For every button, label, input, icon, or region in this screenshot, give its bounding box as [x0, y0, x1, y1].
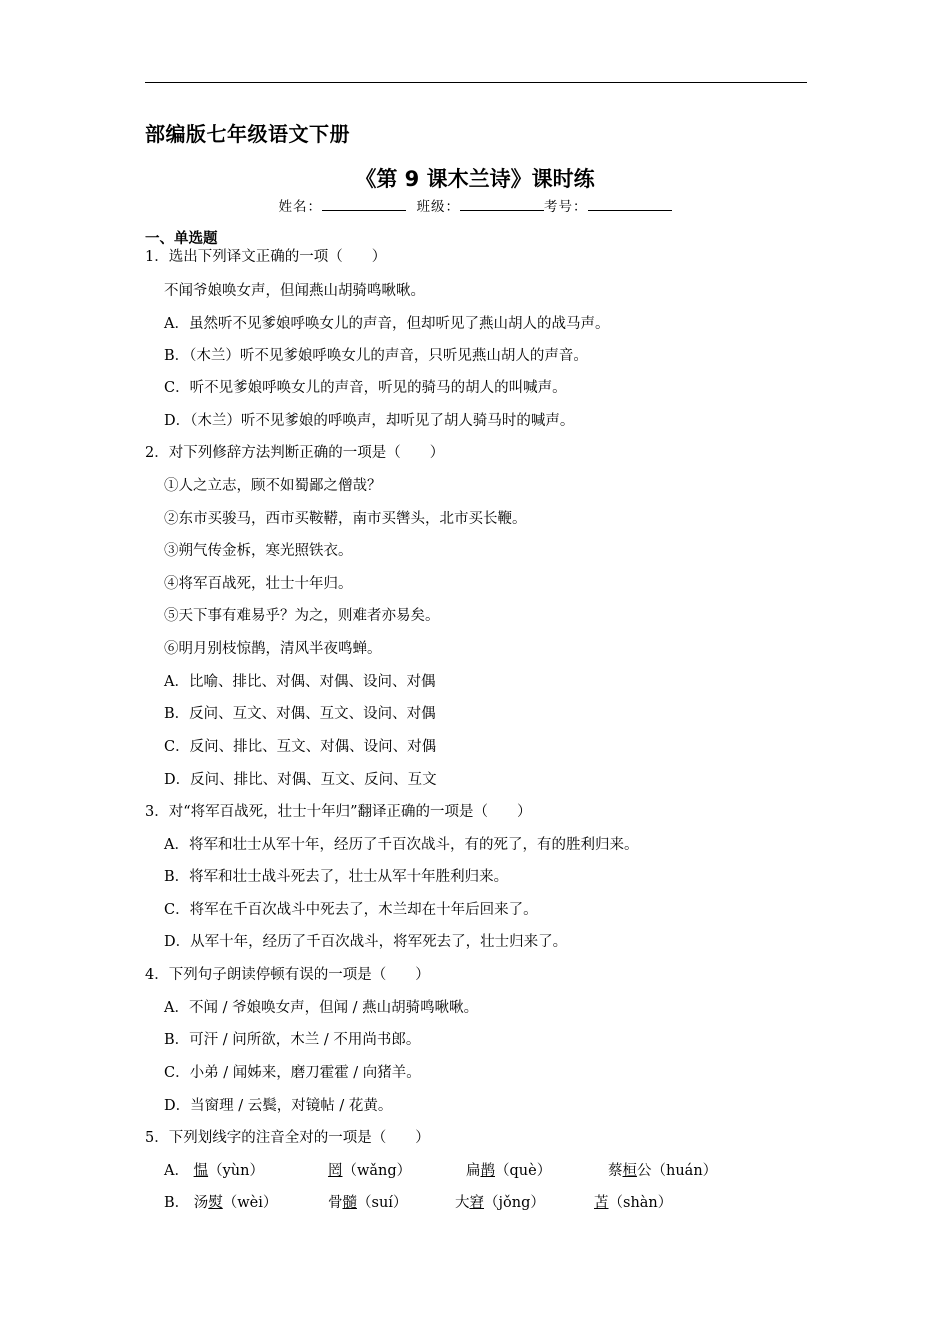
underlined-char: 苫: [594, 1195, 609, 1211]
pinyin: （wèi）: [222, 1195, 278, 1211]
lesson-title: 《第 9 课木兰诗》课时练: [355, 167, 595, 191]
underlined-char: 窘: [469, 1195, 484, 1211]
question-2-stem: 2．对下列修辞方法判断正确的一项是（ ）: [145, 445, 445, 461]
name-label: 姓名：: [278, 199, 322, 215]
plain-char: 汤: [193, 1195, 209, 1211]
underlined-char: 愠: [193, 1163, 209, 1179]
question-1-option-a[interactable]: A．虽然听不见爹娘呼唤女儿的声音，但却听见了燕山胡人的战马声。: [164, 316, 610, 332]
question-2-option-d[interactable]: D．反问、排比、对偶、互文、反问、互文: [164, 772, 437, 788]
pinyin: （què）: [495, 1163, 552, 1179]
question-2-option-a[interactable]: A．比喻、排比、对偶、对偶、设问、对偶: [164, 674, 436, 690]
plain-char: 蔡: [608, 1163, 623, 1179]
question-3-option-d[interactable]: D．从军十年，经历了千百次战斗，将军死去了，壮士归来了。: [164, 934, 568, 950]
question-2-item: ⑤天下事有难易乎？为之，则难者亦易矣。: [164, 608, 440, 624]
exam-blank[interactable]: [588, 198, 672, 211]
pinyin: （suí）: [357, 1195, 408, 1211]
pinyin: （jǒng）: [484, 1195, 545, 1211]
question-4-option-d[interactable]: D．当窗理 / 云鬓，对镜帖 / 花黄。: [164, 1098, 393, 1114]
question-4-stem: 4．下列句子朗读停顿有误的一项是（ ）: [145, 967, 430, 983]
question-4-option-a[interactable]: A．不闻 / 爷娘唤女声，但闻 / 燕山胡骑鸣啾啾。: [164, 1000, 479, 1016]
question-2-option-b[interactable]: B．反问、互文、对偶、互文、设问、对偶: [164, 706, 436, 722]
question-5-option-a[interactable]: [164, 1161, 264, 1181]
underlined-char: 鹊: [480, 1163, 495, 1179]
underlined-char: 熨: [208, 1195, 223, 1211]
plain-char: 骨: [328, 1195, 343, 1211]
question-3-option-a[interactable]: A．将军和壮士从军十年，经历了千百次战斗，有的死了，有的胜利归来。: [164, 837, 639, 853]
question-5-option-a-word-3: [466, 1161, 551, 1181]
option-label: B．: [164, 1195, 190, 1211]
question-2-item: ④将军百战死，壮士十年归。: [164, 576, 353, 592]
exam-label: 考号：: [544, 199, 588, 215]
question-2-item: ③朔气传金柝，寒光照铁衣。: [164, 543, 353, 559]
header-rule: [145, 82, 807, 83]
question-5-option-b-word-2: [328, 1193, 407, 1213]
name-blank[interactable]: [322, 198, 406, 211]
question-4-option-b[interactable]: B．可汗 / 问所欲，木兰 / 不用尚书郎。: [164, 1032, 421, 1048]
question-5-option-b-word-4: [594, 1193, 672, 1213]
pinyin: （wǎng）: [342, 1163, 412, 1179]
question-5-option-b-word-3: [455, 1193, 545, 1213]
pinyin: （yùn）: [208, 1163, 264, 1179]
book-title: 部编版七年级语文下册: [145, 122, 350, 146]
plain-char: 公: [637, 1163, 652, 1179]
pinyin: （shàn）: [608, 1195, 673, 1211]
question-1-option-d[interactable]: D．（木兰）听不见爹娘的呼唤声，却听见了胡人骑马时的喊声。: [164, 413, 575, 429]
student-info: [0, 195, 950, 215]
question-1-quote: 不闻爷娘唤女声，但闻燕山胡骑鸣啾啾。: [164, 283, 425, 299]
question-3-stem: 3．对“将军百战死，壮士十年归”翻译正确的一项是（ ）: [145, 804, 532, 820]
question-3-option-c[interactable]: C．将军在千百次战斗中死去了，木兰却在十年后回来了。: [164, 902, 538, 918]
question-5-option-a-word-2: [328, 1161, 411, 1181]
question-2-item: ②东市买骏马，西市买鞍鞯，南市买辔头，北市买长鞭。: [164, 511, 527, 527]
section-heading: 一、单选题: [145, 231, 218, 247]
question-2-item: ⑥明月别枝惊鹊，清风半夜鸣蝉。: [164, 641, 382, 657]
pinyin: （huán）: [651, 1163, 718, 1179]
question-4-option-c[interactable]: C．小弟 / 闻姊来，磨刀霍霍 / 向猪羊。: [164, 1065, 421, 1081]
question-1-stem: 1．选出下列译文正确的一项（ ）: [145, 249, 387, 265]
question-5-stem: 5．下列划线字的注音全对的一项是（ ）: [145, 1130, 430, 1146]
plain-char: 大: [455, 1195, 470, 1211]
question-1-option-c[interactable]: C．听不见爹娘呼唤女儿的声音，听见的骑马的胡人的叫喊声。: [164, 380, 567, 396]
option-label: A．: [164, 1163, 189, 1179]
plain-char: 扁: [466, 1163, 481, 1179]
question-2-item: ①人之立志，顾不如蜀鄙之僧哉？: [164, 478, 382, 494]
underlined-char: 罔: [328, 1163, 343, 1179]
question-5-option-b[interactable]: [164, 1193, 277, 1213]
class-label: 班级：: [416, 199, 461, 215]
underlined-char: 桓: [622, 1163, 637, 1179]
question-2-option-c[interactable]: C．反问、排比、互文、对偶、设问、对偶: [164, 739, 437, 755]
question-3-option-b[interactable]: B．将军和壮士战斗死去了，壮士从军十年胜利归来。: [164, 869, 509, 885]
class-blank[interactable]: [460, 198, 544, 211]
question-5-option-a-word-4: [608, 1161, 717, 1181]
question-1-option-b[interactable]: B．（木兰）听不见爹娘呼唤女儿的声音，只听见燕山胡人的声音。: [164, 348, 588, 364]
underlined-char: 髓: [342, 1195, 357, 1211]
